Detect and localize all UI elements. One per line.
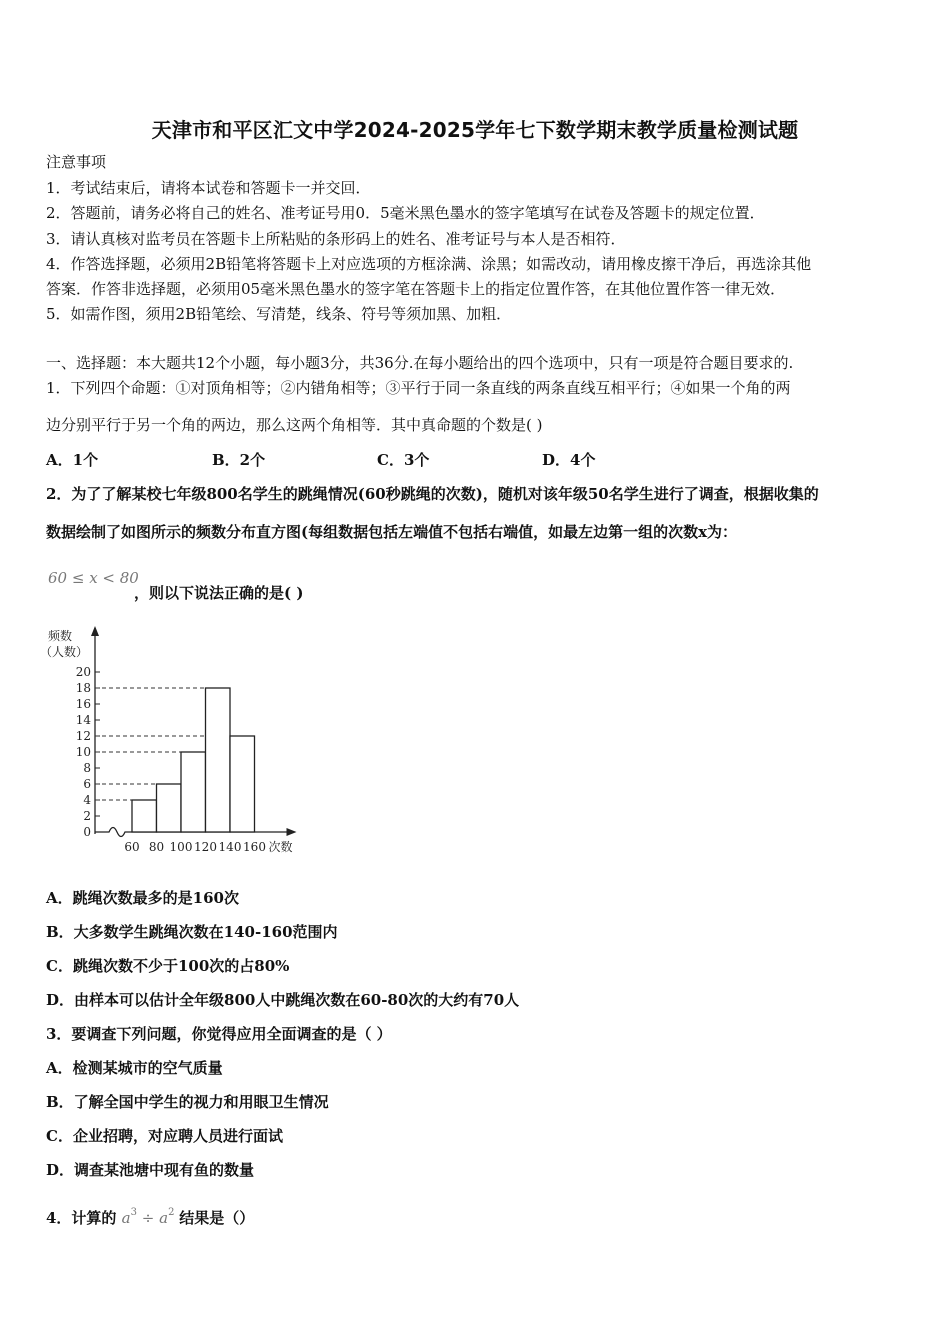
question-4-suffix: 结果是（）	[179, 1209, 255, 1227]
x-tick-label: 120	[194, 840, 217, 854]
question-2-line2: 数据绘制了如图所示的频数分布直方图(每组数据包括左端值不包括右端值，如最左边第一组的次数x为：	[46, 523, 738, 541]
question-3-option-c: C．企业招聘，对应聘人员进行面试	[46, 1127, 283, 1145]
y-tick-label: 20	[75, 665, 91, 679]
notice-item: 5．如需作图，须用2B铅笔绘、写清楚，线条、符号等须加黑、加粗．	[46, 305, 512, 323]
section-heading: 一、选择题：本大题共12个小题，每小题3分，共36分.在每小题给出的四个选项中，只有一项是符合题目要求的.	[46, 354, 794, 372]
question-4-prefix: 4．计算的	[46, 1209, 117, 1227]
notice-heading: 注意事项	[46, 153, 107, 171]
base-a: a	[159, 1209, 169, 1227]
question-1-option-d: D．4个	[542, 451, 596, 469]
y-tick-label: 2	[83, 809, 91, 823]
y-tick-label: 10	[75, 745, 91, 759]
x-axis-arrow	[287, 828, 297, 836]
x-tick-label: 60	[124, 840, 140, 854]
y-tick-label: 6	[83, 777, 91, 791]
histogram-bar	[181, 752, 206, 832]
question-2-option-c: C．跳绳次数不少于100次的占80%	[46, 957, 290, 975]
x-tick-label: 160	[243, 840, 266, 854]
question-3-option-a: A．检测某城市的空气质量	[46, 1059, 223, 1077]
question-1-option-b: B．2个	[212, 451, 266, 469]
x-tick-label: 100	[169, 840, 193, 854]
histogram-bar	[157, 784, 182, 832]
y-tick-label: 8	[83, 761, 91, 775]
divide-symbol: ÷	[141, 1209, 155, 1227]
exponent: 3	[130, 1207, 137, 1218]
question-1-option-a: A．1个	[46, 451, 99, 469]
question-2-option-d: D．由样本可以估计全年级800人中跳绳次数在60-80次的大约有70人	[46, 991, 520, 1009]
question-1-option-c: C．3个	[377, 451, 430, 469]
y-tick-label: 0	[83, 825, 91, 839]
frequency-histogram	[40, 620, 330, 865]
page-title: 天津市和平区汇文中学2024-2025学年七下数学期末教学质量检测试题	[151, 118, 799, 142]
x-tick-label: 140	[218, 840, 242, 854]
question-2-option-a: A．跳绳次数最多的是160次	[46, 889, 239, 907]
notice-item: 4．作答选择题，必须用2B铅笔将答题卡上对应选项的方框涂满、涂黑；如需改动，请用橡皮擦干净后，再选涂其他	[46, 255, 812, 273]
y-tick-label: 18	[75, 681, 91, 695]
y-tick-label: 4	[83, 793, 91, 807]
y-tick-label: 12	[75, 729, 91, 743]
inequality-formula: 60 ≤ x < 80	[48, 569, 139, 587]
x-axis-title: 次数	[268, 840, 293, 854]
question-2-line3: ，则以下说法正确的是( )	[134, 584, 304, 602]
histogram-bar	[230, 736, 255, 832]
notice-item: 1．考试结束后，请将本试卷和答题卡一并交回．	[46, 179, 371, 197]
power-division-formula	[122, 1209, 180, 1227]
y-tick-label: 16	[75, 697, 91, 711]
question-3-option-d: D．调查某池塘中现有鱼的数量	[46, 1161, 255, 1179]
exponent: 2	[168, 1207, 175, 1218]
histogram-bar	[132, 800, 157, 832]
y-tick-label: 14	[75, 713, 91, 727]
question-1-line1: 1．下列四个命题：①对顶角相等；②内错角相等；③平行于同一条直线的两条直线互相平行；④如果一个角的两	[46, 379, 791, 397]
question-4	[46, 1207, 254, 1228]
x-tick-label: 80	[148, 840, 165, 854]
histogram-bar	[206, 688, 231, 832]
base-a: a	[121, 1209, 131, 1227]
y-axis-arrow	[91, 626, 99, 636]
question-2-option-b: B．大多数学生跳绳次数在140-160范围内	[46, 923, 338, 941]
notice-item: 2．答题前，请务必将自己的姓名、准考证号用0．5毫米黑色墨水的签字笔填写在试卷及答题卡的规定位置．	[46, 204, 765, 222]
question-2-line1: 2．为了了解某校七年级800名学生的跳绳情况(60秒跳绳的次数)，随机对该年级50名学生进行了调查，根据收集的	[46, 485, 819, 503]
notice-item: 答案．作答非选择题，必须用05毫米黑色墨水的签字笔在答题卡上的指定位置作答，在其他位置作答一律无效．	[46, 280, 786, 298]
y-axis-title: 频数	[48, 629, 73, 643]
question-3-option-b: B．了解全国中学生的视力和用眼卫生情况	[46, 1093, 329, 1111]
notice-item: 3．请认真核对监考员在答题卡上所粘贴的条形码上的姓名、准考证号与本人是否相符．	[46, 230, 626, 248]
y-axis-title-unit: （人数）	[40, 645, 89, 659]
question-1-line2: 边分别平行于另一个角的两边，那么这两个角相等．其中真命题的个数是( )	[46, 416, 543, 434]
question-3-line1: 3．要调查下列问题，你觉得应用全面调查的是（ ）	[46, 1025, 392, 1043]
